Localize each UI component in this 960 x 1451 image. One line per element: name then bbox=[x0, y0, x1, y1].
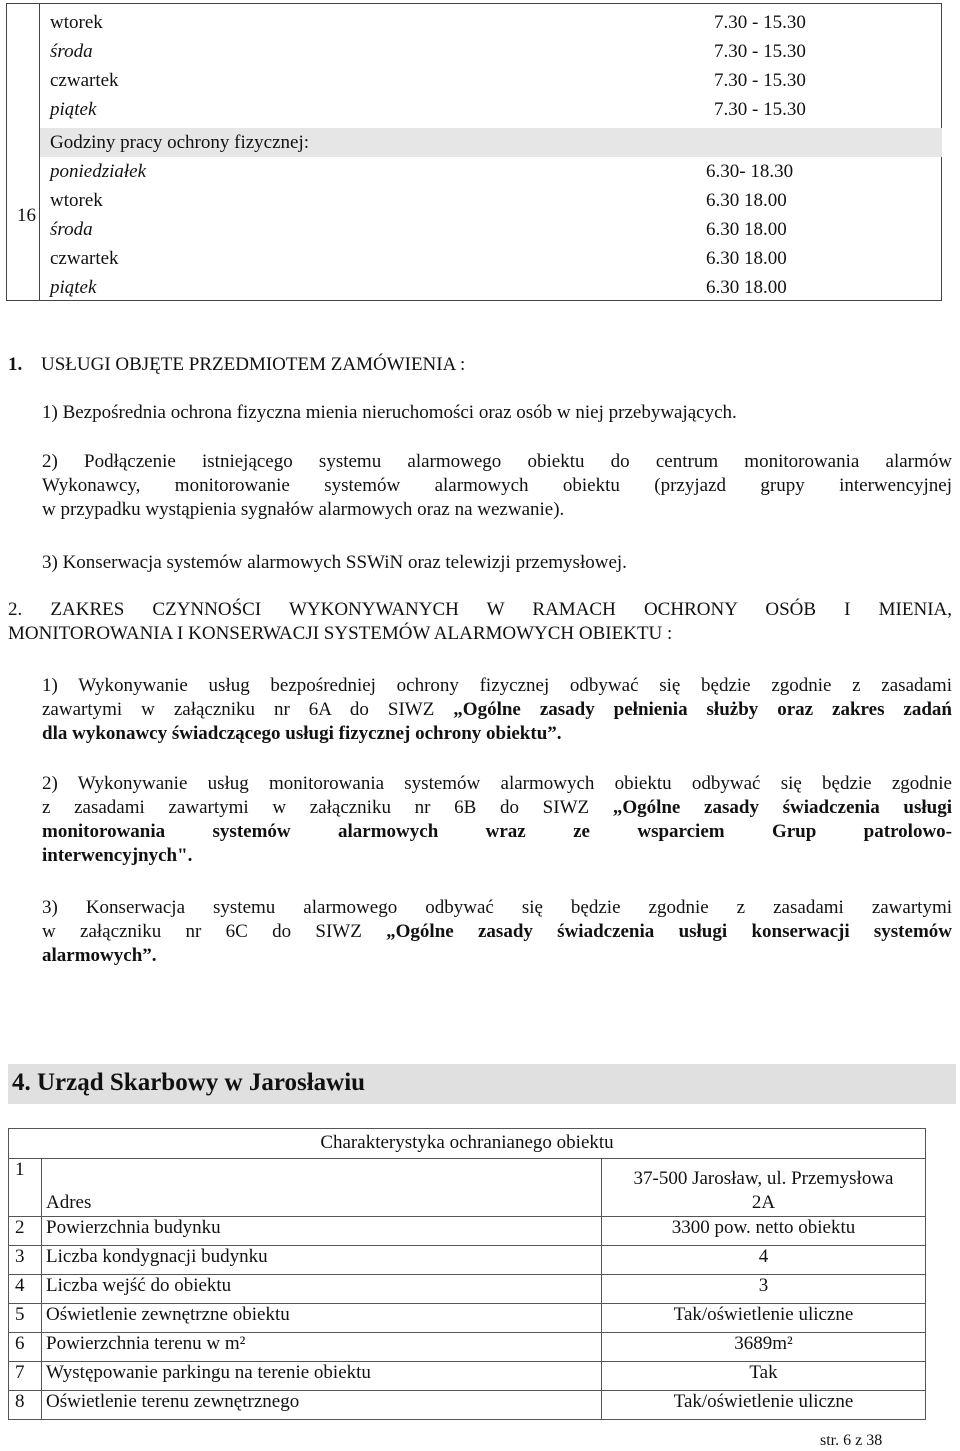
schedule-row bbox=[40, 37, 942, 66]
table-row bbox=[9, 1362, 926, 1391]
section-1-heading bbox=[8, 354, 465, 376]
row-value: Tak/oświetlenie uliczne bbox=[602, 1304, 926, 1333]
section-1-item-2 bbox=[42, 450, 952, 522]
row-value: 3300 pow. netto obiektu bbox=[602, 1217, 926, 1246]
hours-value: 7.30 - 15.30 bbox=[714, 99, 806, 120]
hours-value: 6.30 18.00 bbox=[706, 277, 787, 298]
row-key: Występowanie parkingu na terenie obiektu bbox=[42, 1362, 602, 1391]
table-header-row bbox=[9, 1129, 926, 1159]
row-key: Liczba wejść do obiektu bbox=[42, 1275, 602, 1304]
day-label: czwartek bbox=[50, 70, 119, 91]
schedule-row bbox=[40, 8, 942, 37]
schedule-number: 16 bbox=[17, 205, 36, 226]
row-number: 6 bbox=[9, 1333, 42, 1362]
paragraph-line: alarmowych”. bbox=[42, 945, 157, 966]
section-2-paragraph-3 bbox=[42, 896, 952, 968]
paragraph-line: 2) Wykonywanie usług monitorowania systemów alarmowych obiektu odbywać się będzie zgodnie bbox=[42, 773, 952, 794]
table-row bbox=[9, 1275, 926, 1304]
row-value: 3 bbox=[602, 1275, 926, 1304]
row-number: 8 bbox=[9, 1391, 42, 1420]
row-key: Powierzchnia terenu w m² bbox=[42, 1333, 602, 1362]
bold-run: „Ogólne zasady świadczenia usługi konserwacji systemów bbox=[386, 921, 952, 942]
paragraph-line: 1) Wykonywanie usług bezpośredniej ochrony fizycznej odbywać się będzie zgodnie z zasadami bbox=[42, 675, 952, 696]
table-row bbox=[9, 1304, 926, 1333]
section-2-heading bbox=[8, 598, 952, 646]
row-number: 4 bbox=[9, 1275, 42, 1304]
address-line: 2A bbox=[751, 1192, 776, 1213]
section-2-paragraph-1 bbox=[42, 674, 952, 746]
day-label: wtorek bbox=[50, 12, 103, 33]
paragraph-line: w przypadku wystąpienia sygnałów alarmowych oraz na wezwanie). bbox=[42, 499, 565, 520]
schedule-row bbox=[40, 244, 942, 273]
row-key: Oświetlenie zewnętrzne obiektu bbox=[42, 1304, 602, 1333]
row-value: 3689m² bbox=[602, 1333, 926, 1362]
paragraph-line bbox=[42, 920, 952, 944]
table-row bbox=[9, 1246, 926, 1275]
section-1-number: 1. bbox=[8, 354, 23, 375]
paragraph-line: interwencyjnych". bbox=[42, 845, 193, 866]
row-key: Oświetlenie terenu zewnętrznego bbox=[42, 1391, 602, 1420]
row-value: 4 bbox=[602, 1246, 926, 1275]
section-1-item-1: 1) Bezpośrednia ochrona fizyczna mienia nieruchomości oraz osób w niej przebywających. bbox=[42, 402, 737, 423]
hours-value: 6.30 18.00 bbox=[706, 248, 787, 269]
section-2-title-line: MONITOROWANIA I KONSERWACJI SYSTEMÓW ALARMOWYCH OBIEKTU : bbox=[8, 623, 673, 644]
section-4-title: 4. Urząd Skarbowy w Jarosławiu bbox=[12, 1069, 366, 1096]
day-label: piątek bbox=[50, 99, 97, 120]
paragraph-line: Wykonawcy, monitorowanie systemów alarmowych obiektu (przyjazd grupy interwencyjnej bbox=[42, 475, 952, 496]
hours-value: 6.30 18.00 bbox=[706, 190, 787, 211]
object-characteristics-table bbox=[8, 1128, 926, 1420]
schedule-row bbox=[40, 215, 942, 244]
row-number: 3 bbox=[9, 1246, 42, 1275]
section-2-title-line: 2. ZAKRES CZYNNOŚCI WYKONYWANYCH W RAMACH OCHRONY OSÓB I MIENIA, bbox=[8, 599, 952, 620]
paragraph-line: 3) Konserwacja systemu alarmowego odbywać się będzie zgodnie z zasadami zawartymi bbox=[42, 897, 952, 918]
schedule-table bbox=[6, 3, 942, 301]
row-value bbox=[602, 1159, 926, 1217]
day-label: czwartek bbox=[50, 248, 119, 269]
row-number: 5 bbox=[9, 1304, 42, 1333]
schedule-row bbox=[40, 157, 942, 186]
schedule-row bbox=[40, 66, 942, 95]
schedule-row bbox=[40, 273, 942, 302]
row-key: Powierzchnia budynku bbox=[42, 1217, 602, 1246]
guard-hours-heading: Godziny pracy ochrony fizycznej: bbox=[50, 132, 310, 153]
schedule-row bbox=[40, 95, 942, 124]
row-number: 7 bbox=[9, 1362, 42, 1391]
table-header: Charakterystyka ochranianego obiektu bbox=[9, 1129, 926, 1159]
bold-run: „Ogólne zasady pełnienia służby oraz zakres zadań bbox=[453, 699, 953, 720]
section-1-title: USŁUGI OBJĘTE PRZEDMIOTEM ZAMÓWIENIA : bbox=[41, 354, 466, 375]
row-number: 2 bbox=[9, 1217, 42, 1246]
row-value: Tak/oświetlenie uliczne bbox=[602, 1391, 926, 1420]
address-line: 37-500 Jarosław, ul. Przemysłowa bbox=[633, 1168, 894, 1189]
text-run: z zasadami zawartymi w załączniku nr 6B do SIWZ bbox=[42, 797, 590, 818]
paragraph-line bbox=[42, 796, 952, 820]
section-1-item-3: 3) Konserwacja systemów alarmowych SSWiN oraz telewizji przemysłowej. bbox=[42, 552, 627, 573]
hours-value: 7.30 - 15.30 bbox=[714, 12, 806, 33]
table-row bbox=[9, 1159, 926, 1217]
hours-value: 7.30 - 15.30 bbox=[714, 70, 806, 91]
bold-run: „Ogólne zasady świadczenia usługi bbox=[612, 797, 952, 818]
paragraph-line bbox=[42, 698, 952, 722]
text-run: zawartymi w załączniku nr 6A do SIWZ bbox=[42, 699, 435, 720]
paragraph-line: dla wykonawcy świadczącego usługi fizycznej ochrony obiektu”. bbox=[42, 723, 562, 744]
table-row bbox=[9, 1391, 926, 1420]
hours-value: 6.30- 18.30 bbox=[706, 161, 794, 182]
page-number: str. 6 z 38 bbox=[820, 1432, 883, 1449]
schedule-number-cell bbox=[7, 4, 40, 300]
schedule-row bbox=[40, 186, 942, 215]
row-value: Tak bbox=[602, 1362, 926, 1391]
day-label: wtorek bbox=[50, 190, 103, 211]
section-2-paragraph-2 bbox=[42, 772, 952, 868]
day-label: poniedziałek bbox=[50, 161, 147, 182]
row-number: 1 bbox=[9, 1159, 42, 1217]
day-label: środa bbox=[50, 41, 93, 62]
row-key: Adres bbox=[42, 1159, 602, 1217]
hours-value: 6.30 18.00 bbox=[706, 219, 787, 240]
guard-hours-heading-row bbox=[40, 128, 942, 157]
paragraph-line: monitorowania systemów alarmowych wraz ze wsparciem Grup patrolowo- bbox=[42, 821, 952, 842]
hours-value: 7.30 - 15.30 bbox=[714, 41, 806, 62]
text-run: w załączniku nr 6C do SIWZ bbox=[42, 921, 362, 942]
section-4-title-bar bbox=[8, 1064, 956, 1104]
table-row bbox=[9, 1217, 926, 1246]
table-row bbox=[9, 1333, 926, 1362]
paragraph-line: 2) Podłączenie istniejącego systemu alarmowego obiektu do centrum monitorowania alarmów bbox=[42, 451, 952, 472]
day-label: środa bbox=[50, 219, 93, 240]
row-key: Liczba kondygnacji budynku bbox=[42, 1246, 602, 1275]
day-label: piątek bbox=[50, 277, 97, 298]
